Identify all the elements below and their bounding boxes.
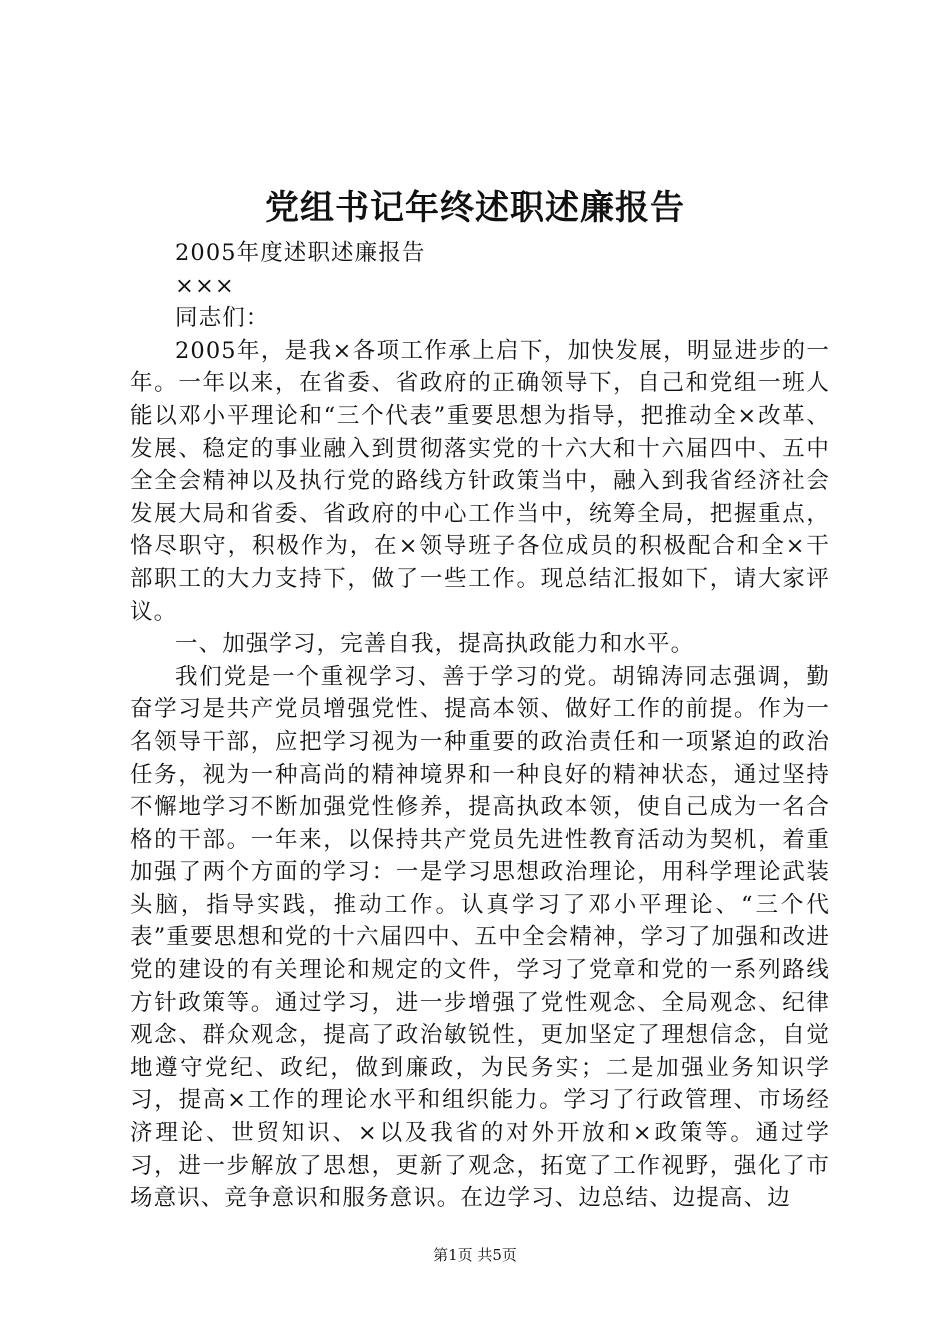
paragraph-section-heading: 一、加强学习，完善自我，提高执政能力和水平。 bbox=[175, 631, 695, 658]
document-title: 党组书记年终述职述廉报告 bbox=[265, 188, 685, 228]
page-number-footer: 第1页 共5页 bbox=[433, 1246, 517, 1264]
paragraph-report-heading: 2005年度述职述廉报告 bbox=[175, 240, 426, 266]
paragraph-intro: 2005年，是我×各项工作承上启下，加快发展，明显进步的一年。一年以来，在省委、省政府的正确领导下，自己和党组一班人能以邓小平理论和“三个代表”重要思想为指导，把推动全×改革、发展、稳定的事业融入到贯彻落实党的十六大和十六届四中、五中全全会精神以及执行党的路线方针政策当中，融入到我省经济社会发展大局和省委、省政府的中心工作当中，统筹全局，把握重点，恪尽职守，积极作为，在×领导班子各位成员的积极配合和全×干部职工的大力支持下，做了一些工作。现总结汇报如下，请大家评议。 bbox=[130, 337, 830, 625]
document-body bbox=[130, 237, 830, 1215]
paragraph-author: ××× bbox=[175, 272, 235, 299]
paragraph-study: 我们党是一个重视学习、善于学习的党。胡锦涛同志强调，勤奋学习是共产党员增强党性、提高本领、做好工作的前提。作为一名领导干部，应把学习视为一种重要的政治责任和一项紧迫的政治任务，视为一种高尚的精神境界和一种良好的精神状态，通过坚持不懈地学习不断加强党性修养，提高执政本领，使自己成为一名合格的干部。一年来，以保持共产党员先进性教育活动为契机，着重加强了两个方面的学习：一是学习思想政治理论，用科学理论武装头脑，指导实践，推动工作。认真学习了邓小平理论、“三个代表”重要思想和党的十六届四中、五中全会精神，学习了加强和改进党的建设的有关理论和规定的文件，学习了党章和党的一系列路线方针政策等。通过学习，进一步增强了党性观念、全局观念、纪律观念、群众观念，提高了政治敏锐性，更加坚定了理想信念，自觉地遵守党纪、政纪，做到廉政，为民务实；二是加强业务知识学习，提高×工作的理论水平和组织能力。学习了行政管理、市场经济理论、世贸知识、×以及我省的对外开放和×政策等。通过学习，进一步解放了思想，更新了观念，拓宽了工作视野，强化了市场意识、竞争意识和服务意识。在边学习、边总结、边提高、边 bbox=[130, 663, 830, 1212]
paragraph-salutation: 同志们： bbox=[175, 305, 270, 332]
